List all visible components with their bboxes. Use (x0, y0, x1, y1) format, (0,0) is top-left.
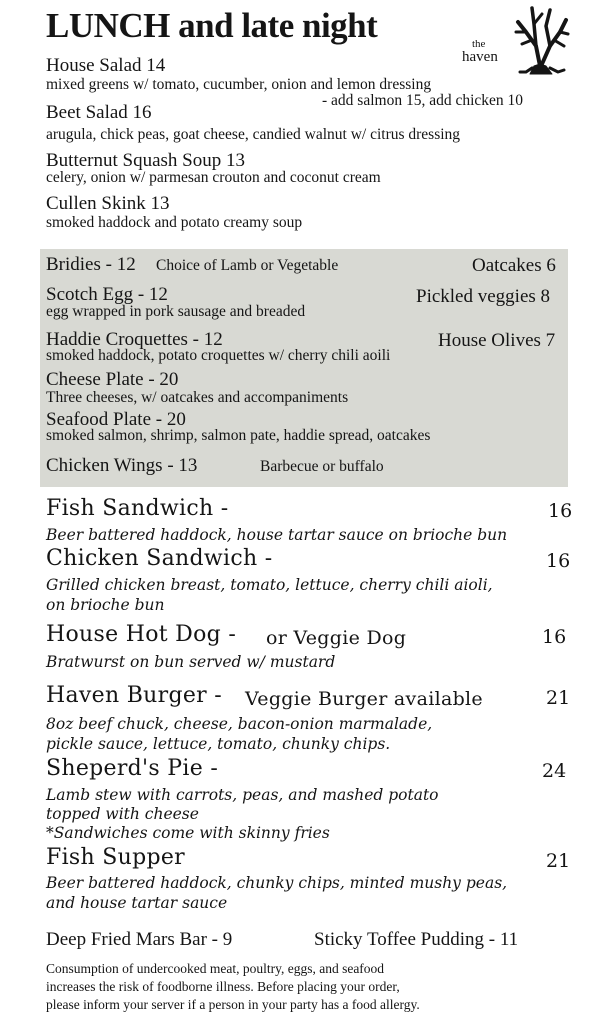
menu-item-addon: - add salmon 15, add chicken 10 (322, 92, 524, 109)
logo-name: haven (462, 49, 498, 65)
menu-item-desc: topped with cheese (46, 805, 199, 823)
disclaimer-line: increases the risk of foodborne illness. Before placing your order, (46, 979, 400, 994)
dessert-item: Sticky Toffee Pudding - 11 (314, 929, 519, 950)
menu-item-name: Fish Sandwich - (46, 496, 229, 521)
menu-item-desc: arugula, chick peas, goat cheese, candied walnut w/ citrus dressing (46, 126, 461, 143)
brand-logo-text (462, 38, 498, 64)
menu-item-desc: Beer battered haddock, chunky chips, minted mushy peas, (46, 874, 508, 892)
menu-item-name: Cheese Plate - 20 (46, 369, 179, 390)
menu-item-name: Sheperd's Pie - (46, 756, 219, 781)
menu-item-name: Scotch Egg - 12 (46, 284, 168, 305)
menu-item-name: Beet Salad 16 (46, 102, 152, 123)
menu-item-desc: Lamb stew with carrots, peas, and mashed potato (46, 786, 439, 804)
menu-item-price: 21 (546, 850, 571, 872)
menu-item-desc: egg wrapped in pork sausage and breaded (46, 303, 306, 320)
dessert-item: Deep Fried Mars Bar - 9 (46, 929, 233, 950)
menu-item-price: 24 (542, 760, 567, 782)
menu-item-footnote: *Sandwiches come with skinny fries (46, 824, 330, 842)
menu-item-name: Butternut Squash Soup 13 (46, 150, 245, 171)
side-item: House Olives 7 (438, 330, 556, 351)
menu-item-name: Bridies - 12 (46, 254, 136, 275)
menu-item-note-text: or Veggie Dog (266, 627, 407, 649)
logo-the: the (472, 38, 486, 50)
disclaimer-line: please inform your server if a person in your party has a food allergy. (46, 997, 420, 1012)
menu-item-price: 16 (546, 550, 571, 572)
menu-item-name: Chicken Wings - 13 (46, 455, 198, 476)
food-safety-disclaimer (46, 960, 586, 1014)
menu-item-note (266, 625, 406, 650)
menu-item-name: Chicken Sandwich - (46, 546, 273, 571)
menu-item-desc: 8oz beef chuck, cheese, bacon-onion marmalade, (46, 715, 433, 733)
menu-item-name: House Hot Dog - (46, 622, 237, 647)
menu-item-name: Haddie Croquettes - 12 (46, 329, 223, 350)
menu-item-desc: Grilled chicken breast, tomato, lettuce, cherry chili aioli, (46, 576, 493, 594)
menu-item-desc: smoked salmon, shrimp, salmon pate, haddie spread, oatcakes (46, 427, 431, 444)
menu-item-note: Barbecue or buffalo (260, 458, 384, 475)
menu-title: LUNCH and late night (46, 6, 378, 45)
menu-item-price: 21 (546, 687, 571, 709)
menu-item-note: Choice of Lamb or Vegetable (156, 257, 339, 274)
menu-item-note (245, 686, 483, 711)
menu-item-desc: smoked haddock, potato croquettes w/ cherry chili aoili (46, 347, 391, 364)
menu-item-desc: on brioche bun (46, 596, 165, 614)
menu-item-price: 16 (542, 626, 567, 648)
menu-item-name: Fish Supper (46, 845, 185, 870)
menu-item-name: Cullen Skink 13 (46, 193, 170, 214)
menu-item-desc: Bratwurst on bun served w/ mustard (46, 653, 336, 671)
menu-item-desc: pickle sauce, lettuce, tomato, chunky chips. (46, 735, 391, 753)
menu-item-desc: Beer battered haddock, house tartar sauce on brioche bun (46, 526, 508, 544)
antlers-logo-icon (512, 2, 570, 76)
menu-item-desc: mixed greens w/ tomato, cucumber, onion and lemon dressing (46, 76, 432, 93)
side-item: Pickled veggies 8 (416, 286, 551, 307)
disclaimer-line: Consumption of undercooked meat, poultry, eggs, and seafood (46, 961, 385, 976)
menu-item-name: House Salad 14 (46, 55, 166, 76)
menu-item-desc: and house tartar sauce (46, 894, 228, 912)
menu-item-desc: smoked haddock and potato creamy soup (46, 214, 303, 231)
menu-item-note-text: Veggie Burger available (245, 688, 483, 710)
menu-item-price: 16 (548, 500, 573, 522)
menu-item-desc: celery, onion w/ parmesan crouton and coconut cream (46, 169, 381, 186)
menu-item-name: Seafood Plate - 20 (46, 409, 186, 430)
menu-item-desc: Three cheeses, w/ oatcakes and accompaniments (46, 389, 349, 406)
menu-item-name: Haven Burger - (46, 683, 223, 708)
side-item: Oatcakes 6 (472, 255, 556, 276)
